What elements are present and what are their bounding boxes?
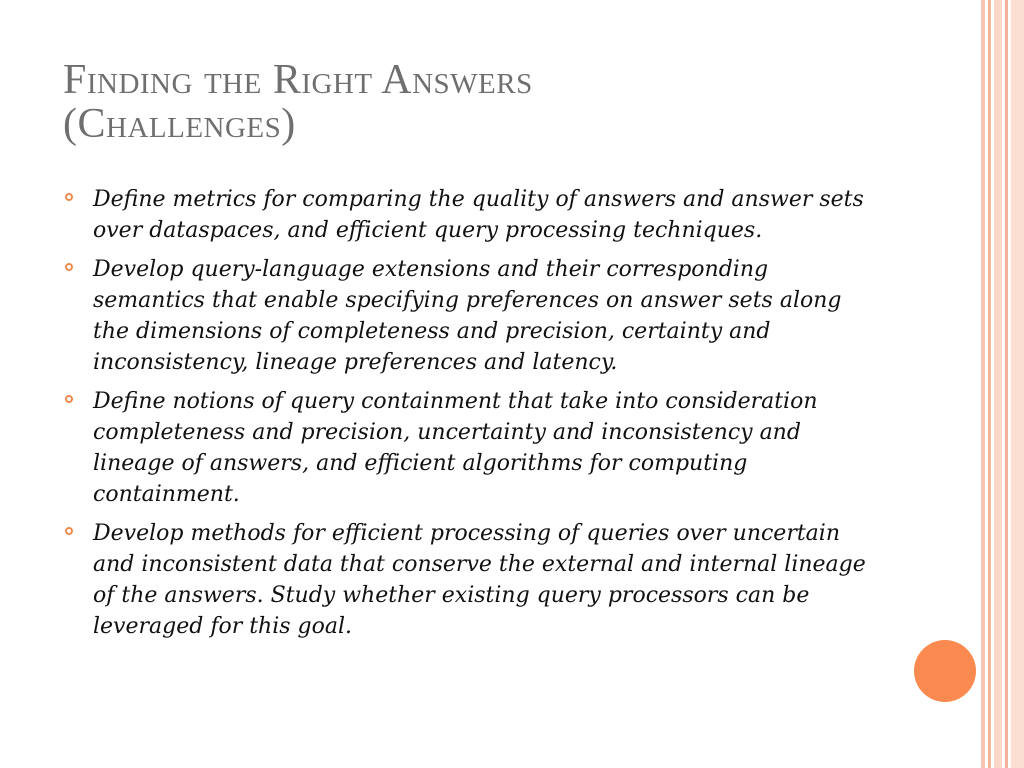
bullet-text: Develop query-language extensions and their corresponding semantics that enable specifying preferences on answer sets along the dimensions of completeness and precision, certainty and inconsistency, lineage preferences and latency. [93, 257, 842, 375]
bullet-icon [65, 527, 73, 535]
bullet-icon [65, 193, 73, 201]
bullet-icon [65, 395, 73, 403]
decorative-stripe [1005, 0, 1008, 768]
slide-title [63, 58, 943, 146]
accent-circle-decoration [914, 640, 976, 702]
slide-title-line1: Finding the Right Answers [63, 57, 533, 103]
bullet-text: Define metrics for comparing the quality of answers and answer sets over dataspaces, and efficient query processing techniques. [93, 187, 864, 243]
list-item [63, 254, 883, 378]
list-item [63, 518, 883, 642]
list-item [63, 386, 883, 510]
bullet-icon [65, 263, 73, 271]
bullet-text: Develop methods for efficient processing of queries over uncertain and inconsistent data that conserve the external and internal lineage of the answers. Study whether existing query processors can be leveraged for this goal. [93, 521, 866, 639]
decorative-stripe [981, 0, 985, 768]
decorative-stripe [988, 0, 991, 768]
bullet-text: Define notions of query containment that take into consideration completeness and precision, uncertainty and inconsistency and lineage of answers, and efficient algorithms for computing containment. [93, 389, 818, 507]
bullet-list [63, 184, 883, 650]
decorative-stripe [994, 0, 1002, 768]
decorative-stripe [1011, 0, 1024, 768]
slide-title-line2: (Challenges) [63, 101, 296, 147]
list-item [63, 184, 883, 246]
